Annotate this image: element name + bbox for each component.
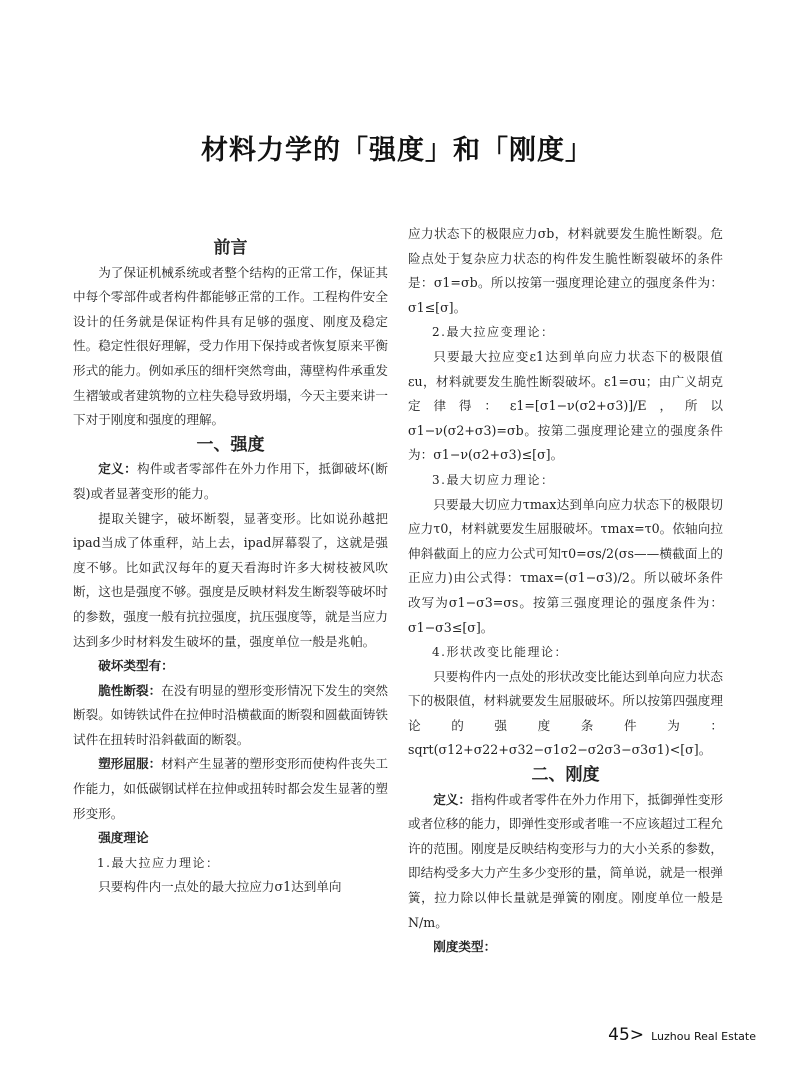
plastic-label: 塑形屈服： <box>98 756 162 772</box>
theory2-text: 只要最大拉应变ε1达到单向应力状态下的极限值εu，材料就要发生脆性断裂破坏。ε1=σu；由广义胡克定律得：ε1=[σ1−ν(σ2+σ3)]/E，所以σ1−ν(σ2+σ3)=σb。按第二强度理论建立的强度条件为：σ1−ν(σ2+σ3)≤[σ]。 <box>408 348 723 463</box>
failure-types-heading: 破坏类型有： <box>98 658 174 674</box>
theory2-title: 2.最大拉应变理论： <box>432 325 555 340</box>
definition-label: 定义： <box>98 461 138 477</box>
theory4-text: 只要构件内一点处的形状改变比能达到单向应力状态下的极限值，材料就要发生屈服破坏。所以按第四强度理论的强度条件为：sqrt(σ12+σ22+σ32−σ1σ2−σ2σ3−σ3σ1)<[σ]。 <box>408 668 723 758</box>
theory1-title: 1.最大拉应力理论： <box>97 855 220 870</box>
preface-heading: 前言 <box>213 238 248 258</box>
theory3-title: 3.最大切应力理论： <box>432 472 555 487</box>
page-title: 材料力学的「强度」和「刚度」 <box>201 135 593 166</box>
strength-definition <box>73 457 388 506</box>
preface-paragraph: 为了保证机械系统或者整个结构的正常工作，保证其中每个零部件或者构件都能够正常的工作。工程构件安全设计的任务就是保证构件具有足够的强度、刚度及稳定性。稳定性很好理解，受力作用下保持或者恢复原来平衡形式的能力。例如承压的细杆突然弯曲，薄壁构件承重发生褶皱或者建筑物的立柱失稳导致坍塌，今天主要来讲一下对于刚度和强度的理解。 <box>73 264 388 428</box>
stiffness-types-heading: 刚度类型： <box>433 939 497 955</box>
page-number: 45> <box>608 1025 645 1045</box>
theory1-continuation: 应力状态下的极限应力σb，材料就要发生脆性断裂。危险点处于复杂应力状态的构件发生脆性断裂破坏的条件是：σ1=σb。所以按第一强度理论建立的强度条件为：σ1≤[σ]。 <box>408 226 723 315</box>
definition-label: 定义： <box>433 791 471 807</box>
plastic-text: 材料产生显著的塑形变形而使构件丧失工作能力，如低碳钢试样在拉伸或扭转时都会发生显著的塑形变形。 <box>73 756 389 821</box>
strength-theory-heading: 强度理论 <box>98 830 149 846</box>
stiffness-definition <box>408 788 723 936</box>
stiffness-heading: 二、刚度 <box>531 765 600 786</box>
theory3-text: 只要最大切应力τmax达到单向应力状态下的极限切应力τ0，材料就要发生屈服破坏。τmax=τ0。依轴向拉伸斜截面上的应力公式可知τ0=σs/2(σs——横截面上的正应力)由公式得：τmax=(σ1−σ3)/2。所以破坏条件改写为σ1−σ3=σs。按第三强度理论的强度条件为：σ1−σ3≤[σ]。 <box>408 496 723 635</box>
theory1-text: 只要构件内一点处的最大拉应力σ1达到单向 <box>98 879 342 895</box>
left-column <box>73 222 388 900</box>
publication-name: Luzhou Real Estate <box>651 1030 756 1043</box>
brittle-fracture-paragraph <box>73 679 388 753</box>
brittle-label: 脆性断裂： <box>98 682 162 698</box>
definition-text: 构件或者零部件在外力作用下，抵御破坏(断裂)或者显著变形的能力。 <box>73 461 389 501</box>
definition-text: 指构件或者零件在外力作用下，抵御弹性变形或者位移的能力，即弹性变形或者唯一不应该超过工程允许的范围。刚度是反映结构变形与力的大小关系的参数，即结构受多大力产生多少变形的量，简单说，就是一根弹簧，拉力除以伸长量就是弹簧的刚度。刚度单位一般是N/m。 <box>408 791 724 930</box>
theory4-title: 4.形状改变比能理论： <box>432 645 568 660</box>
keywords-paragraph: 提取关键字，破坏断裂，显著变形。比如说孙越把ipad当成了体重秤，站上去，ipad屏幕裂了，这就是强度不够。比如武汉每年的夏天看海时许多大树枝被风吹断，这也是强度不够。强度是反映材料发生断裂等破坏时的参数，强度一般有抗拉强度，抗压强度等，就是当应力达到多少时材料发生破坏的量，强度单位一般是兆帕。 <box>73 510 388 649</box>
right-column <box>408 222 723 960</box>
page-footer <box>608 1025 756 1045</box>
strength-heading: 一、强度 <box>196 434 265 455</box>
brittle-text: 在没有明显的塑形变形情况下发生的突然断裂。如铸铁试件在拉伸时沿横截面的断裂和圆截面铸铁试件在扭转时沿斜截面的断裂。 <box>73 682 389 747</box>
plastic-yield-paragraph <box>73 752 388 826</box>
